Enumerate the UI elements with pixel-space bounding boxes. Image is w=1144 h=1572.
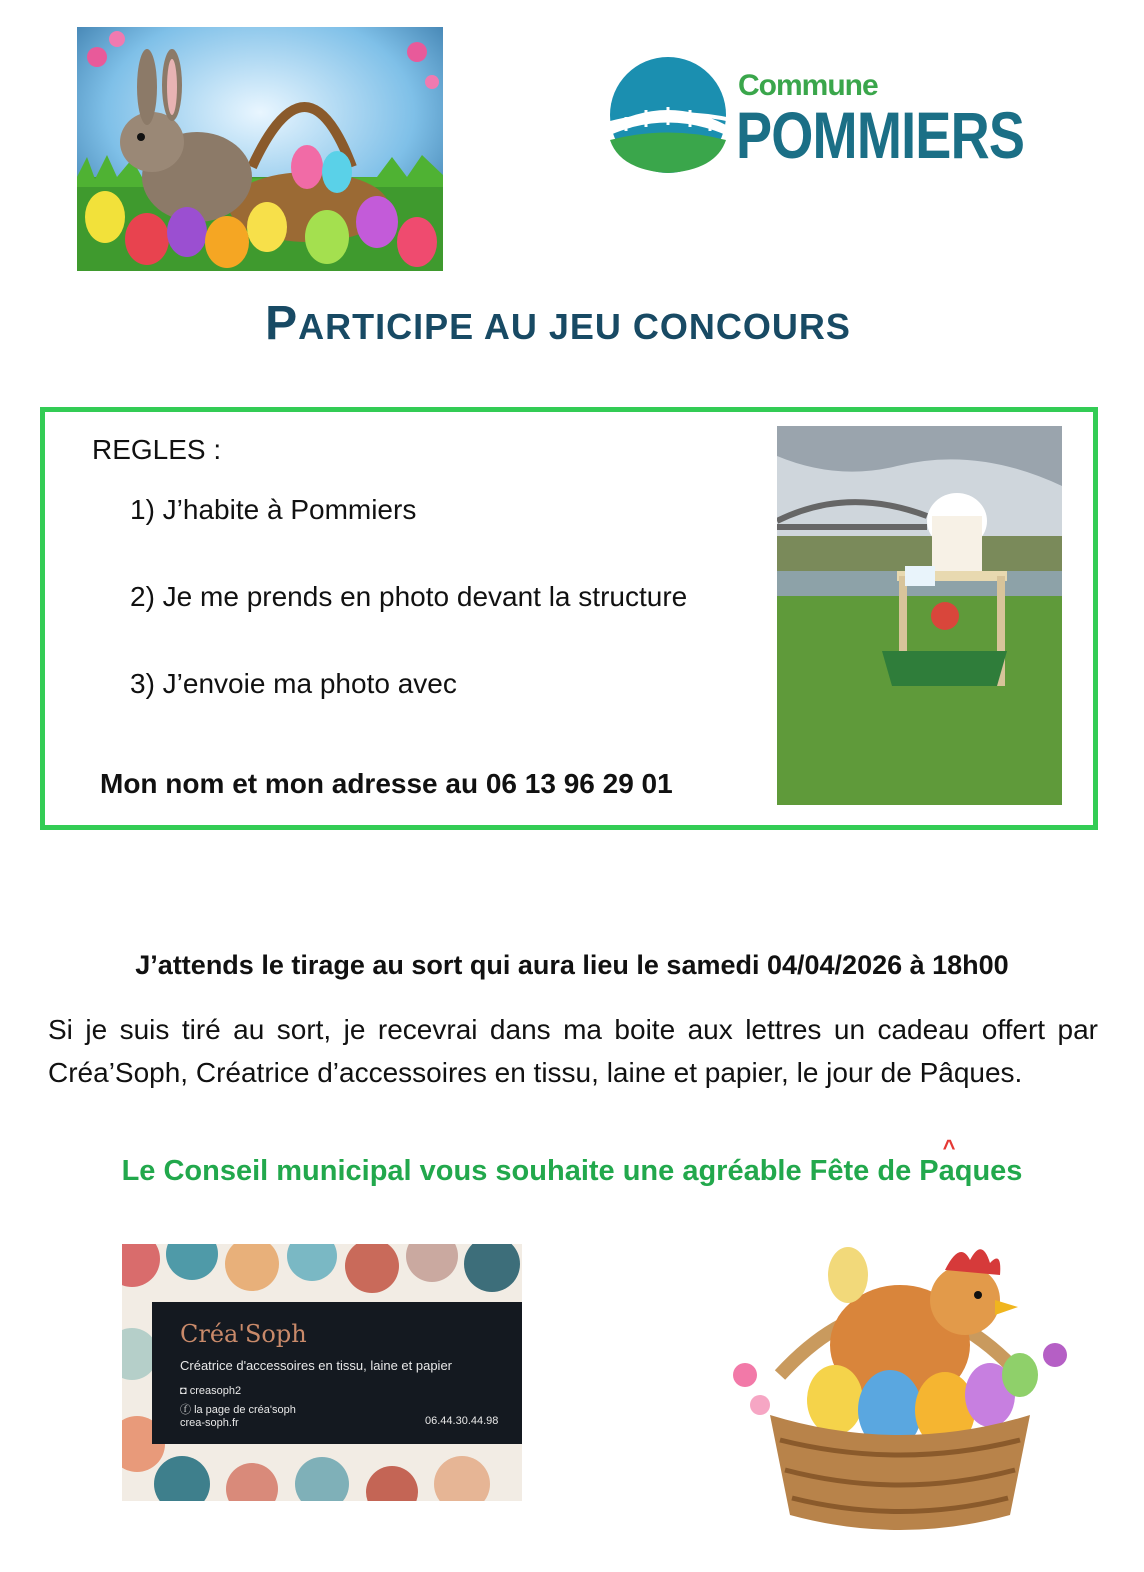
card-brand-name: Créa'Soph — [180, 1320, 307, 1348]
logo-pommiers-text: POMMIERS — [736, 98, 1025, 172]
rule-item: 2) Je me prends en photo devant la structure — [130, 581, 688, 612]
card-tagline: Créatrice d'accessoires en tissu, laine et papier — [180, 1358, 453, 1373]
rules-title: REGLES : — [92, 434, 222, 465]
wishes-text-start: Le Conseil municipal vous souhaite une agréable Fête de P — [121, 1155, 939, 1187]
business-card-panel — [152, 1302, 522, 1444]
hen-basket-image — [720, 1215, 1080, 1555]
card-phone: 06.44.30.44.98 — [425, 1415, 499, 1427]
easter-bunny-image — [77, 27, 443, 271]
card-facebook-page: la page de créa'soph — [194, 1404, 296, 1416]
wishes-text — [0, 1155, 1144, 1188]
wishes-caret-letter: ^ a — [939, 1155, 955, 1187]
card-instagram-handle: creasoph2 — [189, 1385, 242, 1397]
contact-phone-text: Mon nom et mon adresse au 06 13 96 29 01 — [100, 768, 673, 799]
business-card — [122, 1244, 522, 1501]
instagram-icon: ◘ — [180, 1385, 190, 1397]
page-title — [0, 296, 1116, 351]
rule-item: 3) J’envoie ma photo avec — [130, 668, 457, 699]
page-title-initial: P — [265, 297, 299, 350]
logo-commune-text: Commune — [738, 69, 878, 102]
wishes-text-end: ques — [954, 1155, 1023, 1187]
structure-photo — [777, 426, 1062, 805]
card-instagram — [180, 1385, 241, 1397]
prize-description: Si je suis tiré au sort, je recevrai dans ma boite aux lettres un cadeau offert par Créa’Soph, Créatrice d’accessoires en tissu, laine et papier, le jour de Pâques. — [48, 1014, 1098, 1088]
facebook-icon: ⓕ — [180, 1404, 195, 1416]
rule-item: 1) J’habite à Pommiers — [130, 494, 417, 525]
card-website: crea-soph.fr — [180, 1417, 239, 1429]
card-facebook — [180, 1401, 296, 1417]
commune-pommiers-logo — [596, 55, 1036, 180]
page-title-rest: ARTICIPE AU JEU CONCOURS — [298, 306, 851, 347]
draw-date-text: J’attends le tirage au sort qui aura lieu le samedi 04/04/2026 à 18h00 — [135, 950, 1009, 980]
